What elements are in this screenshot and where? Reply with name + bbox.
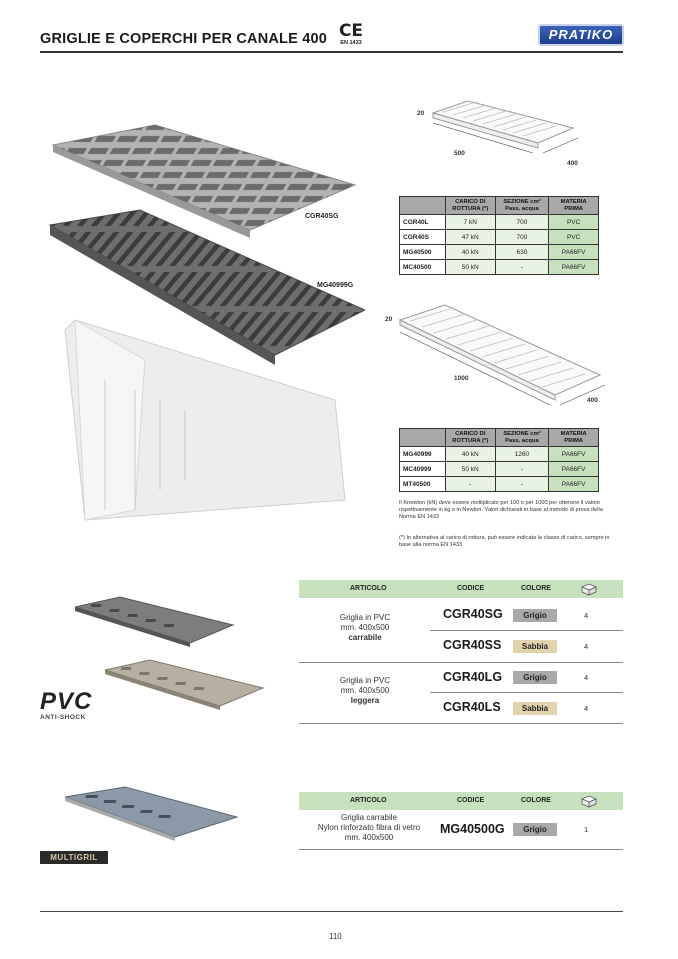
article-code: CGR40LG	[443, 670, 503, 684]
table-row	[400, 477, 599, 492]
label-mg40999g: MG40999G	[317, 282, 354, 289]
spec-header-load: CARICO DI ROTTURA (*)	[445, 197, 495, 215]
spec-code: MT40500	[400, 477, 446, 492]
dim-length-bottom: 1000	[454, 375, 469, 382]
spec-table-1	[399, 196, 599, 275]
header-code: CODICE	[457, 585, 485, 592]
pvc-anti-shock-badge	[40, 690, 92, 721]
dim-length-top: 500	[454, 150, 465, 157]
pvc-label: PVC	[40, 688, 93, 715]
header-colour: COLORE	[521, 797, 551, 804]
ce-norm: EN 1433	[340, 40, 362, 46]
page-title: GRIGLIE E COPERCHI PER CANALE 400	[40, 31, 327, 47]
spec-header-material: MATERIA PRIMA	[549, 429, 599, 447]
spec-load: 40 kN	[445, 245, 495, 260]
dim-height-bottom: 20	[385, 316, 393, 323]
label-cgr40sg: CGR40SG	[305, 213, 339, 220]
header-code: CODICE	[457, 797, 485, 804]
spec-section: -	[495, 260, 549, 275]
description-line: mm. 400x500	[340, 686, 390, 695]
spec-material: PA66FV	[549, 245, 599, 260]
header-article: ARTICOLO	[350, 797, 387, 804]
spec-load: 7 kN	[445, 215, 495, 230]
header-article: ARTICOLO	[350, 585, 387, 592]
article-code: CGR40SS	[443, 638, 502, 652]
spec-material: PVC	[549, 230, 599, 245]
pvc-grate-photo-leggera	[105, 658, 265, 713]
pvc-grate-photo-carrabile	[75, 595, 235, 650]
nylon-grate-photo	[65, 785, 240, 845]
article-code: CGR40SG	[443, 607, 503, 621]
description-line: mm. 400x500	[340, 623, 390, 632]
package-qty: 4	[584, 673, 589, 682]
spec-section: 630	[495, 245, 549, 260]
spec-load: 40 kN	[445, 447, 495, 462]
spec-section: -	[495, 462, 549, 477]
note-asterisk: (*) In alternativa al carico di rottura, può essere indicata la classe di carico, sempre in base alla norma EN 1433	[399, 535, 610, 549]
description-type: leggera	[350, 696, 380, 705]
page-number: 110	[329, 932, 342, 941]
header-divider	[40, 51, 623, 53]
article-code: MG40500G	[440, 822, 505, 836]
technical-drawing-1000	[395, 300, 610, 410]
description-line: Griglia in PVC	[339, 676, 391, 685]
nylon-table-header	[299, 792, 623, 810]
description-type: carrabile	[348, 633, 382, 642]
multigril-logo: MULTIGRIL	[40, 851, 108, 864]
spec-code: MG40500	[400, 245, 446, 260]
package-qty: 4	[584, 611, 589, 620]
row-divider	[430, 630, 623, 631]
footer-divider	[40, 911, 623, 912]
colour-badge-sabbia: Sabbia	[513, 640, 557, 653]
description-line: mm. 400x500	[344, 833, 394, 842]
spec-header-material: MATERIA PRIMA	[549, 197, 599, 215]
spec-load: 50 kN	[445, 462, 495, 477]
package-icon	[579, 582, 599, 596]
group-divider	[299, 849, 623, 850]
table-row	[400, 230, 599, 245]
spec-header-section: SEZIONE cm² Pass. acqua	[495, 197, 549, 215]
table-row	[400, 260, 599, 275]
spec-section: 700	[495, 230, 549, 245]
pvc-table-header	[299, 580, 623, 598]
spec-code: CGR40L	[400, 215, 446, 230]
colour-badge-grigio: Grigio	[513, 609, 557, 622]
spec-material: PA66FV	[549, 477, 599, 492]
header-colour: COLORE	[521, 585, 551, 592]
description-line: Nylon rinforzato fibra di vetro	[317, 823, 421, 832]
ce-mark	[338, 22, 364, 47]
spec-load: 50 kN	[445, 260, 495, 275]
spec-section: -	[495, 477, 549, 492]
spec-header-load: CARICO DI ROTTURA (*)	[445, 429, 495, 447]
spec-code: MG40999	[400, 447, 446, 462]
brand-logo: PRATIKO	[538, 24, 624, 46]
technical-drawing-500	[428, 98, 588, 168]
package-qty: 4	[584, 704, 589, 713]
package-icon	[579, 794, 599, 808]
dim-width-top: 400	[567, 160, 578, 167]
colour-badge-sabbia: Sabbia	[513, 702, 557, 715]
row-divider	[430, 692, 623, 693]
table-row	[400, 215, 599, 230]
group-divider	[299, 662, 623, 663]
spec-section: 1260	[495, 447, 549, 462]
ce-logo: CE	[338, 21, 364, 41]
spec-material: PA66FV	[549, 462, 599, 477]
package-qty: 1	[584, 825, 589, 834]
spec-load: -	[445, 477, 495, 492]
spec-material: PA66FV	[549, 447, 599, 462]
table-row	[400, 462, 599, 477]
spec-code: CGR40S	[400, 230, 446, 245]
product-illustration-stack	[45, 110, 365, 530]
colour-badge-grigio: Grigio	[513, 671, 557, 684]
spec-table-2	[399, 428, 599, 492]
spec-header-section: SEZIONE cm² Pass. acqua	[495, 429, 549, 447]
article-description	[310, 613, 420, 643]
spec-material: PA66FV	[549, 260, 599, 275]
table-row	[400, 447, 599, 462]
article-description	[310, 676, 420, 706]
dim-height-top: 20	[417, 110, 425, 117]
group-divider	[299, 723, 623, 724]
anti-shock-label: ANTI-SHOCK	[40, 714, 86, 721]
package-qty: 4	[584, 642, 589, 651]
spec-section: 700	[495, 215, 549, 230]
spec-material: PVC	[549, 215, 599, 230]
article-code: CGR40LS	[443, 700, 501, 714]
spec-load: 47 kN	[445, 230, 495, 245]
note-newton: Il Knewton (kN) deve essere moltiplicato per 100 o per 1000 per ottenere il valore rispettivamente in kg o in Newton. Valori dichiarati in base al metodo di prova della Norma EN 1433	[399, 500, 603, 521]
description-line: Griglia in PVC	[339, 613, 391, 622]
spec-code: MC40500	[400, 260, 446, 275]
colour-badge-grigio: Grigio	[513, 823, 557, 836]
article-description	[299, 813, 439, 843]
table-row	[400, 245, 599, 260]
spec-code: MC40999	[400, 462, 446, 477]
dim-width-bottom: 400	[587, 397, 598, 404]
description-line: Griglia carrabile	[340, 813, 398, 822]
